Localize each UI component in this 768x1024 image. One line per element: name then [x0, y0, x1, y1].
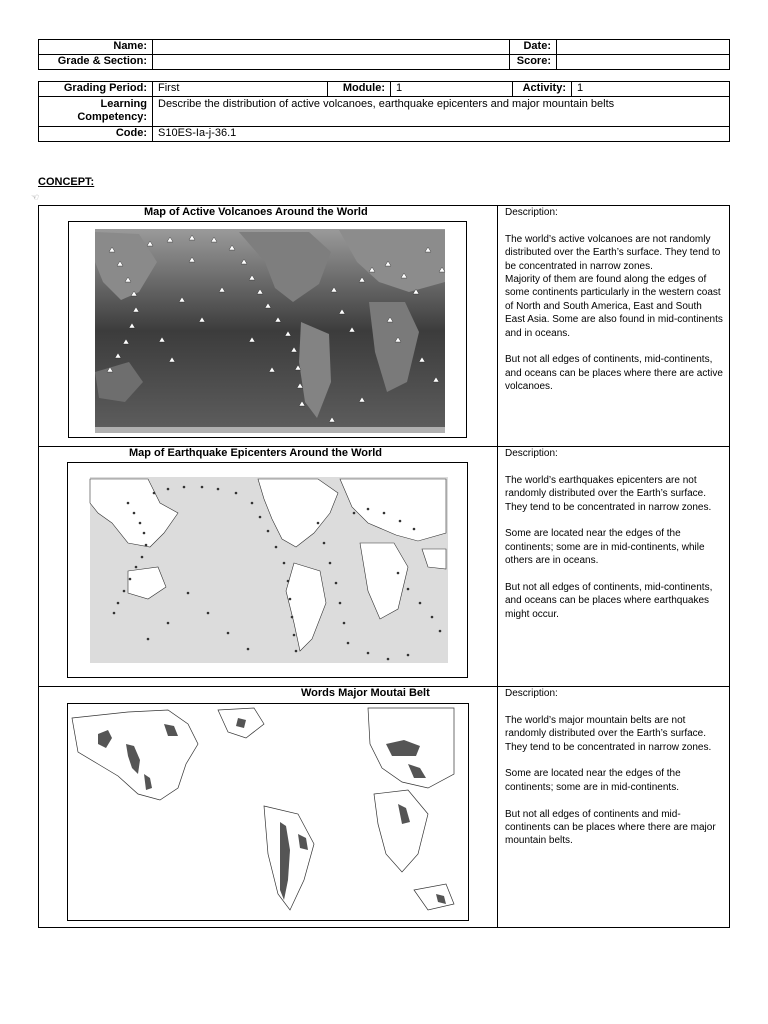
score-label: Score:: [510, 55, 557, 70]
volcano-map-title: Map of Active Volcanoes Around the World: [144, 206, 368, 218]
name-label: Name:: [39, 40, 153, 55]
volcano-paragraph-1: The world’s active volcanoes are not randomly distributed over the Earth’s surface. They tend to be concentrated in narrow zones.: [505, 233, 721, 272]
mountain-description-label: Description:: [505, 688, 558, 699]
mountain-description: [505, 687, 723, 861]
activity-value: 1: [572, 82, 730, 97]
score-field[interactable]: [557, 55, 730, 70]
volcano-map-image: [69, 222, 466, 437]
earthquake-map-frame: [67, 462, 468, 678]
mountain-paragraph-2: Some are located near the edges of the continents; some are in mid-continents.: [505, 768, 681, 793]
earthquake-map-image: [68, 463, 467, 677]
learning-competency-value: Describe the distribution of active volcanoes, earthquake epicenters and major mountain belts: [153, 97, 730, 127]
earthquake-paragraph-2: Some are located near the edges of the continents; some are in mid-continents, while others are in oceans.: [505, 528, 705, 567]
earthquake-description: [505, 447, 723, 635]
date-field[interactable]: [557, 40, 730, 55]
volcano-paragraph-3: But not all edges of continents, mid-continents, and oceans can be places where there are active volcanoes.: [505, 354, 723, 393]
grading-period-label: Grading Period:: [39, 82, 153, 97]
mountain-map-image: [68, 704, 468, 920]
concept-heading: CONCEPT:: [38, 176, 95, 188]
mountain-map-title: Words Major Moutai Belt: [301, 687, 430, 699]
activity-label: Activity:: [513, 82, 572, 97]
lesson-info-table: [38, 81, 730, 142]
student-info-table: [38, 39, 730, 70]
earthquake-paragraph-1: The world’s earthquakes epicenters are not randomly distributed over the Earth’s surface. They tend to be concentrated in narrow zones.: [505, 474, 712, 513]
concept-table: [38, 205, 730, 928]
grade-section-label: Grade & Section:: [39, 55, 153, 70]
mountain-map-frame: [67, 703, 469, 921]
mountain-row: [39, 687, 729, 927]
earthquake-description-label: Description:: [505, 448, 558, 459]
name-field[interactable]: [153, 40, 510, 55]
volcano-description: [505, 206, 723, 407]
code-label: Code:: [39, 127, 153, 142]
earthquake-paragraph-3: But not all edges of continents, mid-continents, and oceans can be places where earthquakes might occur.: [505, 582, 713, 620]
module-value: 1: [391, 82, 513, 97]
volcano-map-frame: [68, 221, 467, 438]
grade-section-field[interactable]: [153, 55, 510, 70]
volcano-paragraph-2: Majority of them are found along the edges of some continents particularly in the western coast of North and South America, East and South East Asia. Some are also found in mid-continents and in oceans.: [505, 274, 723, 339]
cursor-icon: ☜: [31, 192, 40, 202]
code-value: S10ES-Ia-j-36.1: [153, 127, 730, 142]
date-label: Date:: [510, 40, 557, 55]
volcano-description-label: Description:: [505, 207, 558, 218]
mountain-paragraph-3: But not all edges of continents and mid-continents can be places where there are major mountain belts.: [505, 808, 716, 847]
grading-period-value: First: [153, 82, 328, 97]
mountain-paragraph-1: The world’s major mountain belts are not randomly distributed over the Earth’s surface. They tend to be concentrated in narrow zones.: [505, 714, 712, 753]
volcano-row: [39, 206, 729, 447]
earthquake-row: [39, 447, 729, 687]
module-label: Module:: [328, 82, 391, 97]
learning-competency-label: Learning Competency:: [39, 97, 153, 127]
earthquake-map-title: Map of Earthquake Epicenters Around the World: [129, 447, 383, 459]
